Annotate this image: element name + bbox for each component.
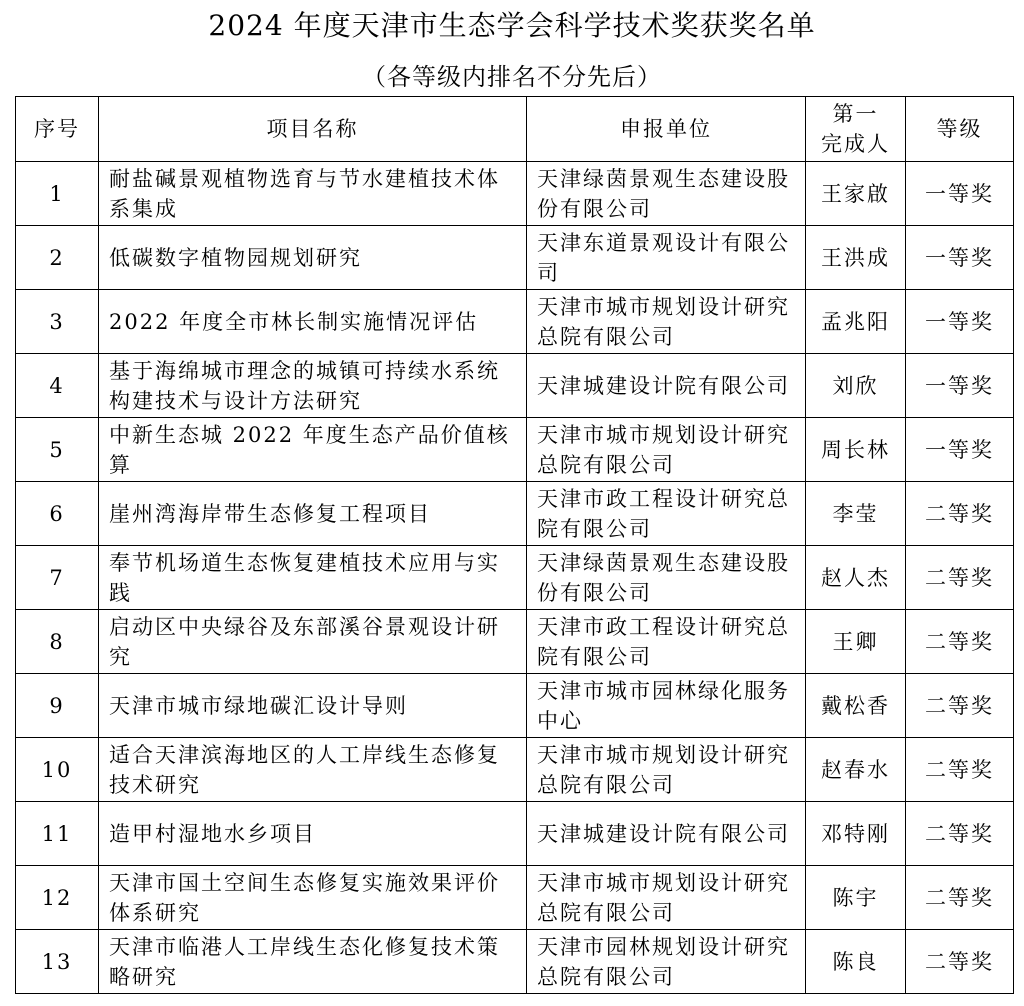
document-title: 2024 年度天津市生态学会科学技术奖获奖名单: [208, 9, 816, 42]
header-person-line2: 完成人: [821, 132, 890, 156]
cell-grade: 二等奖: [906, 738, 1014, 802]
cell-project-name: 基于海绵城市理念的城镇可持续水系统构建技术与设计方法研究: [99, 354, 527, 418]
table-row: [16, 546, 1014, 610]
cell-unit: 天津绿茵景观生态建设股份有限公司: [527, 546, 806, 610]
cell-no: 11: [16, 802, 99, 866]
document-subtitle: （各等级内排名不分先后）: [362, 63, 662, 91]
cell-project-name: 耐盐碱景观植物选育与节水建植技术体系集成: [99, 162, 527, 226]
cell-no: 8: [16, 610, 99, 674]
table-row: [16, 482, 1014, 546]
cell-project-name: 天津市城市绿地碳汇设计导则: [99, 674, 527, 738]
header-no: 序号: [16, 97, 99, 162]
header-unit: 申报单位: [527, 97, 806, 162]
cell-grade: 一等奖: [906, 226, 1014, 290]
header-name: 项目名称: [99, 97, 527, 162]
cell-no: 5: [16, 418, 99, 482]
cell-project-name: 天津市国土空间生态修复实施效果评价体系研究: [99, 866, 527, 930]
cell-project-name: 崖州湾海岸带生态修复工程项目: [99, 482, 527, 546]
cell-no: 10: [16, 738, 99, 802]
cell-unit: 天津市政工程设计研究总院有限公司: [527, 610, 806, 674]
cell-no: 9: [16, 674, 99, 738]
cell-grade: 二等奖: [906, 802, 1014, 866]
cell-unit: 天津市城市规划设计研究总院有限公司: [527, 866, 806, 930]
table-row: [16, 930, 1014, 994]
cell-first-person: 赵春水: [806, 738, 906, 802]
table-row: [16, 162, 1014, 226]
table-header-row: [16, 97, 1014, 162]
header-person-line1: 第一: [832, 102, 879, 126]
cell-project-name: 启动区中央绿谷及东部溪谷景观设计研究: [99, 610, 527, 674]
cell-unit: 天津城建设计院有限公司: [527, 354, 806, 418]
cell-first-person: 李莹: [806, 482, 906, 546]
cell-no: 12: [16, 866, 99, 930]
header-person: [806, 97, 906, 162]
table-row: [16, 866, 1014, 930]
cell-unit: 天津市城市规划设计研究总院有限公司: [527, 738, 806, 802]
cell-first-person: 赵人杰: [806, 546, 906, 610]
table-row: [16, 674, 1014, 738]
cell-first-person: 王洪成: [806, 226, 906, 290]
cell-first-person: 王卿: [806, 610, 906, 674]
cell-project-name: 中新生态城 2022 年度生态产品价值核算: [99, 418, 527, 482]
cell-grade: 一等奖: [906, 418, 1014, 482]
cell-grade: 二等奖: [906, 930, 1014, 994]
cell-unit: 天津城建设计院有限公司: [527, 802, 806, 866]
cell-first-person: 刘欣: [806, 354, 906, 418]
table-row: [16, 802, 1014, 866]
table-row: [16, 610, 1014, 674]
cell-no: 1: [16, 162, 99, 226]
cell-project-name: 奉节机场道生态恢复建植技术应用与实践: [99, 546, 527, 610]
cell-project-name: 天津市临港人工岸线生态化修复技术策略研究: [99, 930, 527, 994]
cell-first-person: 周长林: [806, 418, 906, 482]
cell-no: 3: [16, 290, 99, 354]
cell-unit: 天津市城市规划设计研究总院有限公司: [527, 290, 806, 354]
cell-first-person: 陈良: [806, 930, 906, 994]
cell-unit: 天津市城市规划设计研究总院有限公司: [527, 418, 806, 482]
cell-unit: 天津绿茵景观生态建设股份有限公司: [527, 162, 806, 226]
cell-grade: 二等奖: [906, 610, 1014, 674]
cell-project-name: 造甲村湿地水乡项目: [99, 802, 527, 866]
cell-unit: 天津市城市园林绿化服务中心: [527, 674, 806, 738]
cell-grade: 二等奖: [906, 482, 1014, 546]
header-grade: 等级: [906, 97, 1014, 162]
cell-first-person: 孟兆阳: [806, 290, 906, 354]
cell-grade: 一等奖: [906, 162, 1014, 226]
cell-grade: 二等奖: [906, 866, 1014, 930]
table-row: [16, 418, 1014, 482]
cell-first-person: 陈宇: [806, 866, 906, 930]
table-row: [16, 738, 1014, 802]
cell-no: 2: [16, 226, 99, 290]
cell-unit: 天津市园林规划设计研究总院有限公司: [527, 930, 806, 994]
cell-project-name: 2022 年度全市林长制实施情况评估: [99, 290, 527, 354]
cell-grade: 一等奖: [906, 290, 1014, 354]
cell-no: 13: [16, 930, 99, 994]
cell-grade: 二等奖: [906, 674, 1014, 738]
cell-unit: 天津市政工程设计研究总院有限公司: [527, 482, 806, 546]
table-row: [16, 354, 1014, 418]
awards-table: [15, 96, 1014, 994]
cell-no: 6: [16, 482, 99, 546]
cell-project-name: 适合天津滨海地区的人工岸线生态修复技术研究: [99, 738, 527, 802]
cell-first-person: 王家啟: [806, 162, 906, 226]
cell-unit: 天津东道景观设计有限公司: [527, 226, 806, 290]
cell-project-name: 低碳数字植物园规划研究: [99, 226, 527, 290]
cell-grade: 一等奖: [906, 354, 1014, 418]
cell-first-person: 邓特刚: [806, 802, 906, 866]
cell-no: 7: [16, 546, 99, 610]
cell-first-person: 戴松香: [806, 674, 906, 738]
table-row: [16, 290, 1014, 354]
cell-no: 4: [16, 354, 99, 418]
cell-grade: 二等奖: [906, 546, 1014, 610]
table-row: [16, 226, 1014, 290]
